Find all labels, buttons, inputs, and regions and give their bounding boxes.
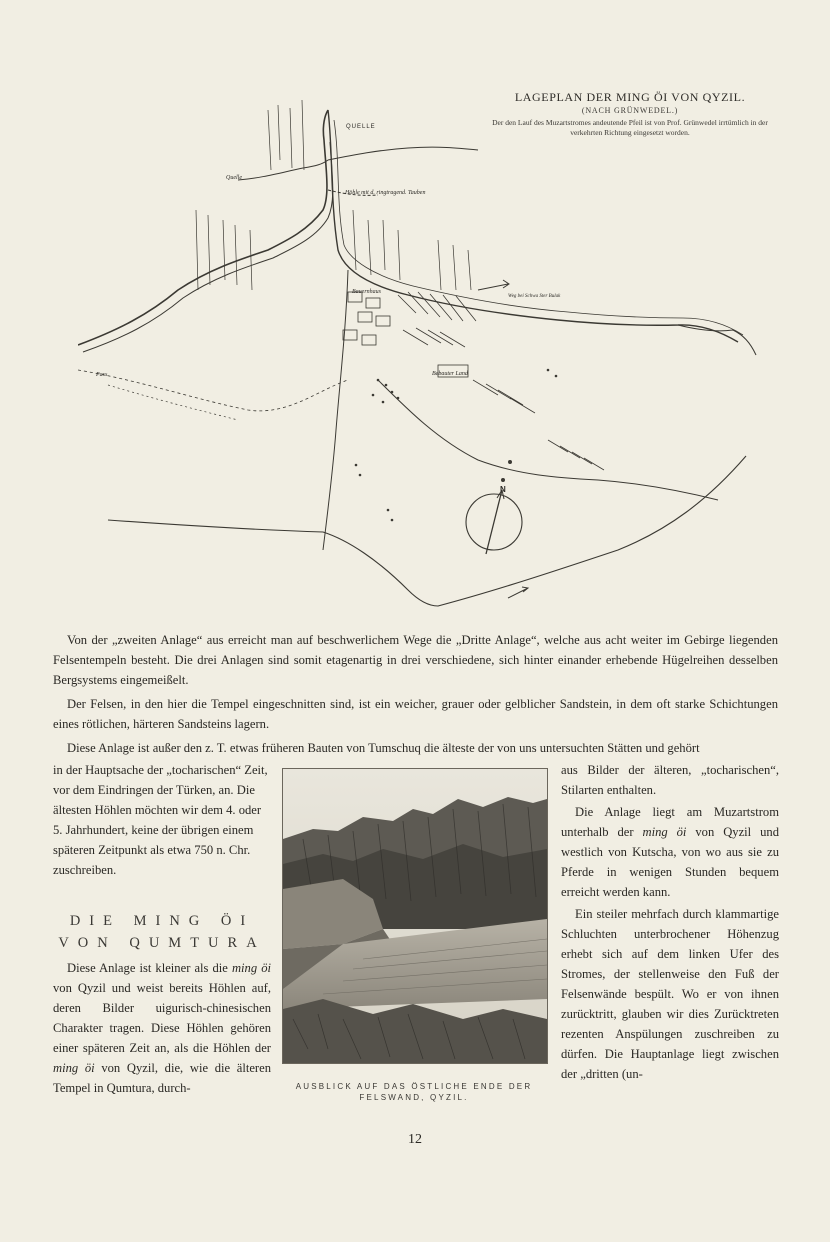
page-number: 12 bbox=[408, 1132, 422, 1147]
paragraph-left-column: in der Hauptsache der „tocharischen“ Zeit, vor dem Eindringen der Türken, an. Die ältesten Höhlen möchten wir dem 4. oder 5. Jahrhundert, keine der übrigen einem späteren Zeitpunkt als etwa 750 n. Chr. zuschreiben. bbox=[53, 763, 268, 877]
paragraph-right-3: Ein steiler mehrfach durch klammartige Schluchten unterbrochener Höhenzug erhebt sich auf dem linken Ufer des Stromes, der stellenweise den Fuß der Felsenwände bespült. Wo er von ihnen zurücktritt, glauben wir dies Zurücktreten rezenten Anspülungen zuschreiben zu dürfen. Die Hauptanlage liegt zwischen der „dritten (un- bbox=[561, 907, 779, 1081]
term-ming-oi: ming öi bbox=[642, 825, 687, 839]
map-label-quelle-top: QUELLE bbox=[346, 124, 376, 130]
paragraph-intro: Von der „zweiten Anlage“ aus erreicht man auf beschwerlichem Wege die „Dritte Anlage“, welche aus acht weiter im Gebirge liegenden Felsentempeln besteht. Die drei Anlagen sind somit etagenartig in drei verschiedene, sich hinter einander erhebende Hügelreihen desselben Bergsystems eingemeißelt. bbox=[53, 633, 778, 687]
text-run: von Qyzil und westlich von Kutscha, von wo aus sie zu Pferde in wenigen Stunden bequem erreicht werden kann. bbox=[561, 825, 779, 899]
map-caption-note: Der den Lauf des Muzartstromes andeutende Pfeil ist von Prof. Grünwedel irrtümlich in der verkehrten Richtung eingesetzt worden. bbox=[492, 118, 768, 137]
map-label-pass: Pass bbox=[96, 372, 108, 378]
map-label-weg: Weg bei Schwa Ster Bulak bbox=[508, 294, 561, 299]
paragraph-felsen: Der Felsen, in den hier die Tempel eingeschnitten sind, ist ein weicher, grauer oder gelblicher Sandstein, in dem oft starke Schichtungen eines rötlichen, härteren Sandsteins lagern. bbox=[53, 697, 778, 731]
paragraph-right-2 bbox=[561, 802, 779, 902]
map-caption bbox=[470, 90, 790, 138]
paragraph-anlage: Diese Anlage ist außer den z. T. etwas früheren Bauten von Tumschuq die älteste der von uns untersuchten Stätten und gehört bbox=[67, 741, 700, 755]
paragraph-qumtura bbox=[53, 958, 271, 1098]
term-ming-oi: ming öi bbox=[53, 1061, 95, 1075]
map-caption-title: LAGEPLAN DER MING ÖI VON QYZIL. bbox=[514, 90, 746, 104]
map-label-quelle-left: Quelle bbox=[226, 175, 242, 181]
section-heading: DIE MING ÖI VON QUMTURA bbox=[58, 913, 266, 951]
text-run: Diese Anlage ist kleiner als die bbox=[67, 961, 232, 975]
right-column bbox=[561, 760, 779, 1084]
map-label-bauernhaus: Bauernhaus bbox=[352, 289, 381, 295]
landscape-photo bbox=[282, 768, 548, 1064]
site-plan-map bbox=[78, 80, 758, 620]
map-label-hoehle: Höhle mit d. ringtragend. Tauben bbox=[345, 190, 426, 196]
term-ming-oi: ming öi bbox=[231, 961, 271, 975]
text-run: von Qyzil, die, wie die älteren Tempel in Qumtura, durch- bbox=[53, 1061, 271, 1095]
map-label-north: N bbox=[500, 485, 506, 494]
map-label-land: Bebauter Land bbox=[432, 371, 468, 377]
photo-caption: AUSBLICK AUF DAS ÖSTLICHE ENDE DER FELSWAND, QYZIL. bbox=[295, 1082, 533, 1102]
text-run: von Qyzil und weist bereits Höhlen auf, deren Bilder uigurisch-chinesischen Charakter tragen. Diese Höhlen gehören einer späteren Zeit an, als die Höhlen der bbox=[53, 981, 271, 1055]
paragraph-right-1: aus Bilder der älteren, „tocharischen“, Stilarten enthalten. bbox=[561, 763, 779, 797]
text-run: Die Anlage liegt am Muzartstrom unterhalb der bbox=[561, 805, 779, 839]
map-caption-subtitle: (NACH GRÜNWEDEL.) bbox=[581, 106, 679, 115]
